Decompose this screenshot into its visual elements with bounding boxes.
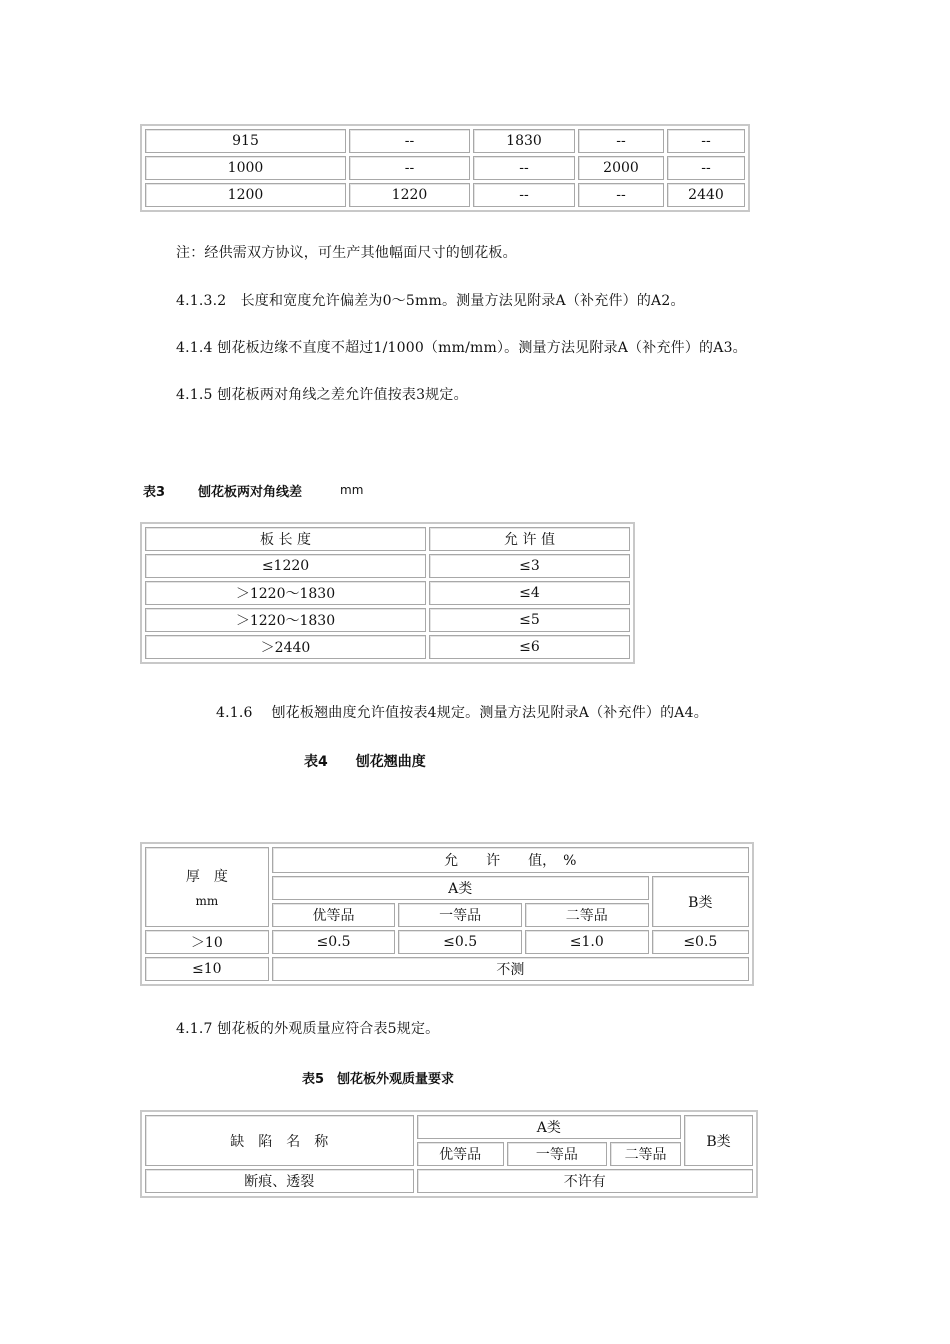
class-b-header: B类	[652, 876, 749, 927]
table-cell: 1220	[349, 183, 470, 207]
paragraph-4-1-3-2: 4.1.3.2 长度和宽度允许偏差为0～5mm。测量方法见附录A（补充件）的A2。	[176, 293, 685, 309]
table-cell: --	[473, 183, 575, 207]
table-row	[145, 930, 749, 954]
table-cell: 不许有	[417, 1169, 753, 1193]
table-cell: 2440	[667, 183, 745, 207]
paragraph-4-1-6: 4.1.6 刨花板翘曲度允许值按表4规定。测量方法见附录A（补充件）的A4。	[216, 705, 708, 721]
table5-caption: 表5 刨花板外观质量要求	[302, 1072, 455, 1087]
table-cell: ≤3	[429, 554, 630, 578]
paragraph-4-1-4: 4.1.4 刨花板边缘不直度不超过1/1000（mm/mm）。测量方法见附录A（补充件）的A3。	[176, 340, 747, 356]
table-cell: 1000	[145, 156, 346, 180]
diagonal-diff-table	[140, 522, 635, 664]
table-row	[145, 635, 630, 659]
note-paragraph: 注：经供需双方协议，可生产其他幅面尺寸的刨花板。	[176, 245, 517, 261]
class-a-header: A类	[417, 1115, 681, 1139]
table-cell: ≤0.5	[272, 930, 396, 954]
class-b-header: B类	[684, 1115, 753, 1166]
table-cell: --	[578, 183, 664, 207]
table-cell: --	[578, 129, 664, 153]
table-cell: ≤5	[429, 608, 630, 632]
table-cell: ＞10	[145, 930, 269, 954]
table-header-row	[145, 1115, 753, 1139]
grade-header: 优等品	[272, 903, 396, 927]
grade-header: 优等品	[417, 1142, 504, 1166]
table3-caption-number: 表3	[143, 485, 166, 500]
table-cell: ≤6	[429, 635, 630, 659]
table-row	[145, 957, 749, 981]
table-row	[145, 1169, 753, 1193]
table-cell: --	[667, 156, 745, 180]
table-row	[145, 608, 630, 632]
table-cell: ≤1.0	[525, 930, 649, 954]
table3-caption-unit: mm	[340, 483, 364, 497]
table-cell: ≤10	[145, 957, 269, 981]
table-cell: ＞1220～1830	[145, 581, 426, 605]
table-cell: 2000	[578, 156, 664, 180]
grade-header: 一等品	[507, 1142, 607, 1166]
thickness-header	[145, 847, 269, 927]
grade-header: 二等品	[525, 903, 649, 927]
table-cell: ≤0.5	[398, 930, 522, 954]
grade-header: 二等品	[610, 1142, 681, 1166]
class-a-header: A类	[272, 876, 649, 900]
table-cell: ＞1220～1830	[145, 608, 426, 632]
column-header: 允 许 值	[429, 527, 630, 551]
table-cell: 断痕、透裂	[145, 1169, 414, 1193]
table-header-row	[145, 847, 749, 873]
table-cell: --	[667, 129, 745, 153]
table-cell: --	[349, 129, 470, 153]
table-cell: --	[349, 156, 470, 180]
column-header: 板 长 度	[145, 527, 426, 551]
table4-caption: 表4 刨花翘曲度	[304, 754, 426, 770]
table-cell: --	[473, 156, 575, 180]
paragraph-4-1-5: 4.1.5 刨花板两对角线之差允许值按表3规定。	[176, 387, 468, 403]
thickness-unit: mm	[195, 894, 219, 908]
table-cell: 不测	[272, 957, 749, 981]
size-table	[140, 124, 750, 212]
table-cell: ＞2440	[145, 635, 426, 659]
table-cell: ≤1220	[145, 554, 426, 578]
table-cell: ≤4	[429, 581, 630, 605]
warp-table	[140, 842, 754, 986]
table-row	[145, 183, 745, 207]
table-cell: 915	[145, 129, 346, 153]
appearance-table	[140, 1110, 758, 1198]
table-cell: 1200	[145, 183, 346, 207]
grade-header: 一等品	[398, 903, 522, 927]
defect-name-header: 缺 陷 名 称	[145, 1115, 414, 1166]
table3-caption-title: 刨花板两对角线差	[198, 485, 303, 500]
table-row	[145, 581, 630, 605]
table-cell: 1830	[473, 129, 575, 153]
table-cell: ≤0.5	[652, 930, 749, 954]
table-row	[145, 129, 745, 153]
table-row	[145, 156, 745, 180]
paragraph-4-1-7: 4.1.7 刨花板的外观质量应符合表5规定。	[176, 1021, 440, 1037]
thickness-label: 厚 度	[185, 869, 228, 885]
table-row	[145, 554, 630, 578]
table-header-row	[145, 527, 630, 551]
allow-value-header: 允 许 值， %	[272, 847, 749, 873]
